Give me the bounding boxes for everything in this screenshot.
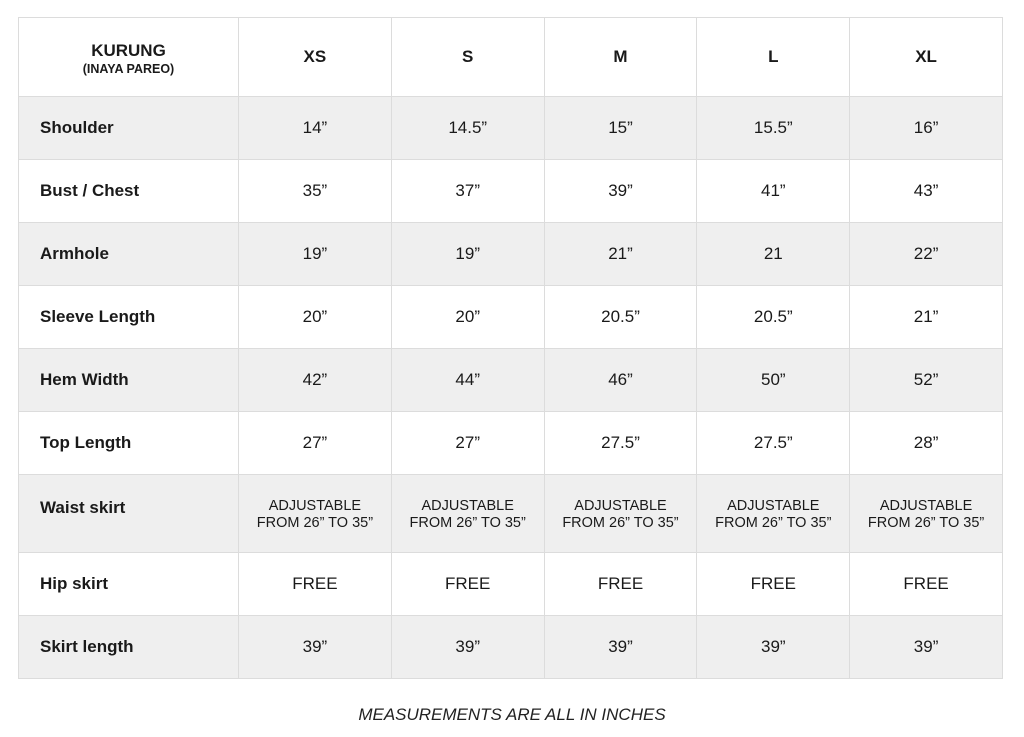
table-row (19, 286, 1003, 349)
measurement-value-l: 15.5” (697, 97, 850, 160)
size-header-m: M (544, 18, 697, 97)
value-line: FROM 26” TO 35” (409, 514, 526, 531)
measurement-value-xs: 42” (239, 349, 392, 412)
table-row (19, 160, 1003, 223)
table-row (19, 223, 1003, 286)
value-line: FROM 26” TO 35” (256, 514, 374, 531)
measurement-label: Skirt length (19, 616, 239, 679)
measurement-value-xs: 14” (239, 97, 392, 160)
measurement-value-m: 27.5” (544, 412, 697, 475)
measurement-value-xs: 20” (239, 286, 392, 349)
product-title-cell (19, 18, 239, 97)
value-line: ADJUSTABLE (421, 497, 514, 514)
measurement-label: Shoulder (19, 97, 239, 160)
measurement-value-m: 20.5” (544, 286, 697, 349)
measurement-value-xl: 43” (850, 160, 1003, 223)
measurement-value-xs: 39” (239, 616, 392, 679)
size-chart-table (18, 17, 1003, 679)
measurement-label: Bust / Chest (19, 160, 239, 223)
table-row (19, 616, 1003, 679)
table-row (19, 412, 1003, 475)
measurement-value-l (697, 475, 850, 553)
measurement-label: Hem Width (19, 349, 239, 412)
measurement-label: Hip skirt (19, 553, 239, 616)
measurement-value-s: 44” (391, 349, 544, 412)
measurement-value-m: 39” (544, 160, 697, 223)
table-row (19, 553, 1003, 616)
size-header-xs: XS (239, 18, 392, 97)
table-row (19, 349, 1003, 412)
measurement-value-m: FREE (544, 553, 697, 616)
measurement-value-xl: 22” (850, 223, 1003, 286)
table-row (19, 97, 1003, 160)
measurement-value-m: 46” (544, 349, 697, 412)
value-line: ADJUSTABLE (727, 497, 820, 514)
size-header-l: L (697, 18, 850, 97)
measurement-value-s: 14.5” (391, 97, 544, 160)
measurement-value-l: FREE (697, 553, 850, 616)
measurement-value-s: 20” (391, 286, 544, 349)
measurement-label: Armhole (19, 223, 239, 286)
measurement-value-l: 21 (697, 223, 850, 286)
measurement-value-xl (850, 475, 1003, 553)
measurement-value-s: 39” (391, 616, 544, 679)
value-line: ADJUSTABLE (268, 497, 362, 514)
measurement-value-xs: 19” (239, 223, 392, 286)
measurement-value-xs: FREE (239, 553, 392, 616)
measurement-value-s: 19” (391, 223, 544, 286)
measurement-value-m: 39” (544, 616, 697, 679)
measurement-label: Top Length (19, 412, 239, 475)
measurement-value-l: 27.5” (697, 412, 850, 475)
table-row (19, 475, 1003, 553)
measurement-value-m (544, 475, 697, 553)
measurement-value-xl: 39” (850, 616, 1003, 679)
measurement-value-l: 41” (697, 160, 850, 223)
value-line: FROM 26” TO 35” (715, 514, 832, 531)
measurement-value-xs (239, 475, 392, 553)
measurement-value-s (391, 475, 544, 553)
measurement-value-xl: 21” (850, 286, 1003, 349)
measurement-value-s: FREE (391, 553, 544, 616)
measurement-value-xl: 52” (850, 349, 1003, 412)
size-header-xl: XL (850, 18, 1003, 97)
size-header-s: S (391, 18, 544, 97)
measurement-value-xl: 28” (850, 412, 1003, 475)
measurement-value-s: 27” (391, 412, 544, 475)
product-subtitle: (INAYA PAREO) (82, 61, 175, 76)
product-name: KURUNG (91, 40, 166, 60)
value-line: ADJUSTABLE (879, 497, 973, 514)
measurement-value-l: 39” (697, 616, 850, 679)
value-line: FROM 26” TO 35” (867, 514, 985, 531)
measurement-value-l: 50” (697, 349, 850, 412)
measurement-value-xl: FREE (850, 553, 1003, 616)
measurement-value-m: 15” (544, 97, 697, 160)
value-line: ADJUSTABLE (574, 497, 667, 514)
measurement-value-xs: 27” (239, 412, 392, 475)
measurement-label: Waist skirt (19, 475, 239, 553)
measurement-value-xl: 16” (850, 97, 1003, 160)
measurement-value-m: 21” (544, 223, 697, 286)
value-line: FROM 26” TO 35” (562, 514, 679, 531)
header-row (19, 18, 1003, 97)
measurement-footnote: MEASUREMENTS ARE ALL IN INCHES (358, 705, 666, 724)
measurement-value-xs: 35” (239, 160, 392, 223)
measurement-value-s: 37” (391, 160, 544, 223)
measurement-label: Sleeve Length (19, 286, 239, 349)
measurement-value-l: 20.5” (697, 286, 850, 349)
